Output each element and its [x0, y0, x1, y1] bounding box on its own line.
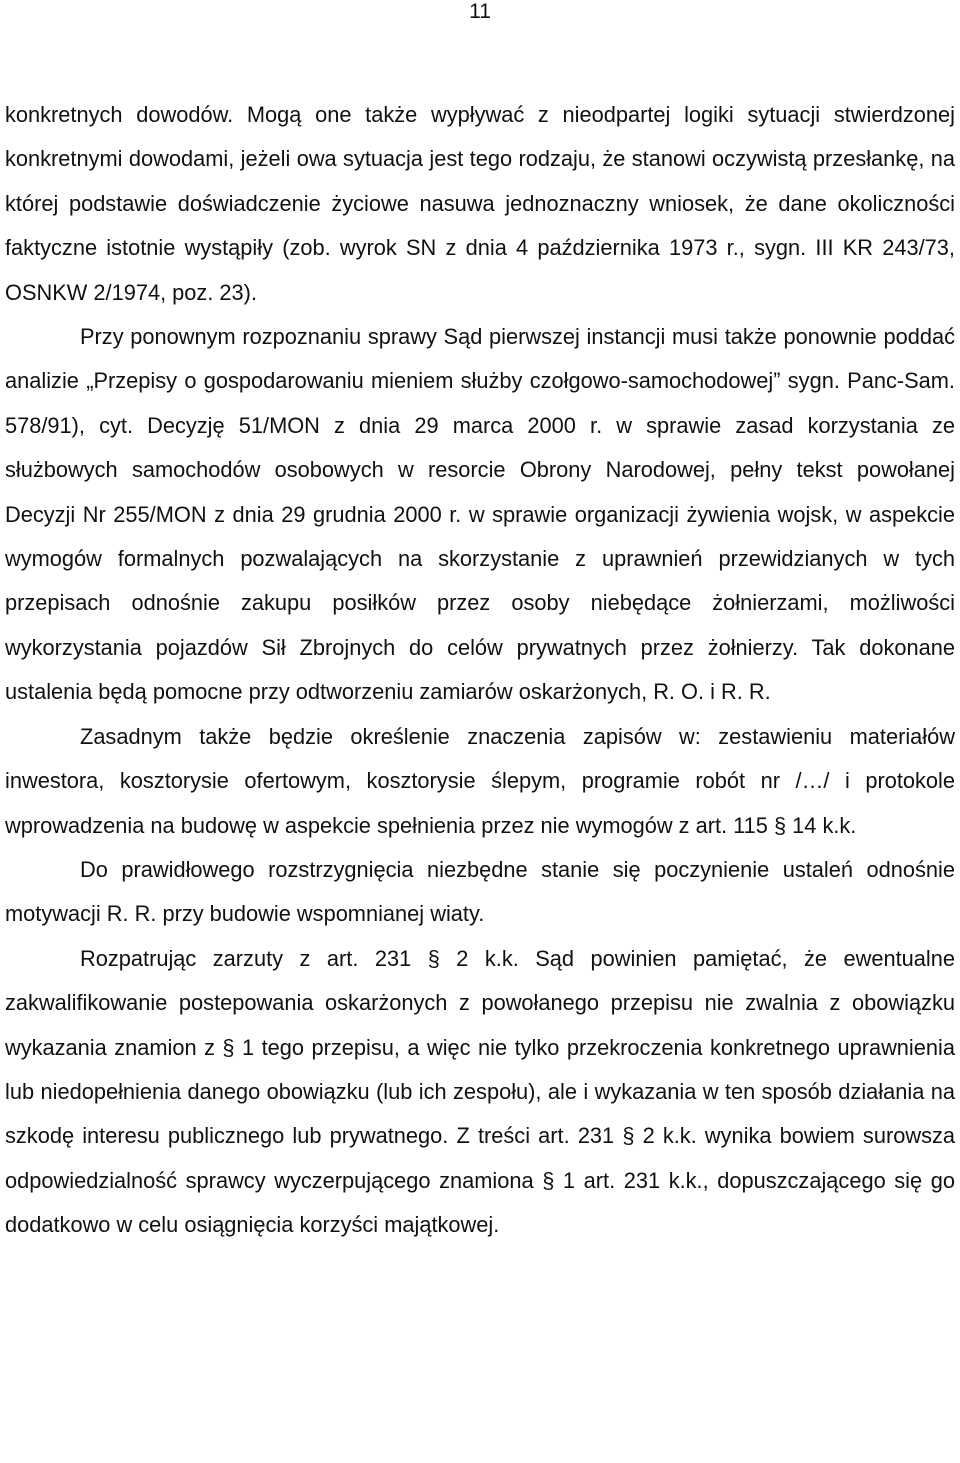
- paragraph-records-meaning: Zasadnym także będzie określenie znaczenia zapisów w: zestawieniu materiałów inwestora, kosztorysie ofertowym, kosztorysie ślepym, programie robót nr /…/ i protokole wprowadzenia na budowę w aspekcie spełnienia przez nie wymogów z art. 115 § 14 k.k.: [5, 723, 955, 838]
- document-body: [5, 93, 955, 1248]
- paragraph-regulations-analysis: Przy ponownym rozpoznaniu sprawy Sąd pierwszej instancji musi także ponownie poddać analizie „Przepisy o gospodarowaniu mieniem służby czołgowo-samochodowej” sygn. Panc-Sam. 578/91), cyt. Decyzję 51/MON z dnia 29 marca 2000 r. w sprawie zasad korzystania ze służbowych samochodów osobowych w resorcie Obrony Narodowej, pełny tekst powołanej Decyzji Nr 255/MON z dnia 29 grudnia 2000 r. w sprawie organizacji żywienia wojsk, w aspekcie wymogów formalnych pozwalających na skorzystanie z uprawnień przewidzianych w tych przepisach odnośnie zakupu posiłków przez osoby niebędące żołnierzami, możliwości wykorzystania pojazdów Sił Zbrojnych do celów prywatnych przez żołnierzy. Tak dokonane ustalenia będą pomocne przy odtworzeniu zamiarów oskarżonych, R. O. i R. R.: [5, 324, 955, 705]
- paragraph-continuation: konkretnych dowodów. Mogą one także wypływać z nieodpartej logiki sytuacji stwierdzonej konkretnymi dowodami, jeżeli owa sytuacja jest tego rodzaju, że stanowi oczywistą przesłankę, na której podstawie doświadczenie życiowe nasuwa jednoznaczny wniosek, że dane okoliczności faktyczne istotnie wystąpiły (zob. wyrok SN z dnia 4 października 1973 r., sygn. III KR 243/73, OSNKW 2/1974, poz. 23).: [5, 102, 955, 305]
- paragraph-art-231-charges: Rozpatrując zarzuty z art. 231 § 2 k.k. Sąd powinien pamiętać, że ewentualne zakwalifikowanie postepowania oskarżonych z powołanego przepisu nie zwalnia z obowiązku wykazania znamion z § 1 tego przepisu, a więc nie tylko przekroczenia konkretnego uprawnienia lub niedopełnienia danego obowiązku (lub ich zespołu), ale i wykazania w ten sposób działania na szkodę interesu publicznego lub prywatnego. Z treści art. 231 § 2 k.k. wynika bowiem surowsza odpowiedzialność sprawcy wyczerpującego znamiona § 1 art. 231 k.k., dopuszczającego się go dodatkowo w celu osiągnięcia korzyści majątkowej.: [5, 945, 955, 1238]
- page-number: 11: [469, 0, 491, 23]
- paragraph-motivation: Do prawidłowego rozstrzygnięcia niezbędne stanie się poczynienie ustaleń odnośnie motywacji R. R. przy budowie wspomnianej wiaty.: [5, 856, 955, 927]
